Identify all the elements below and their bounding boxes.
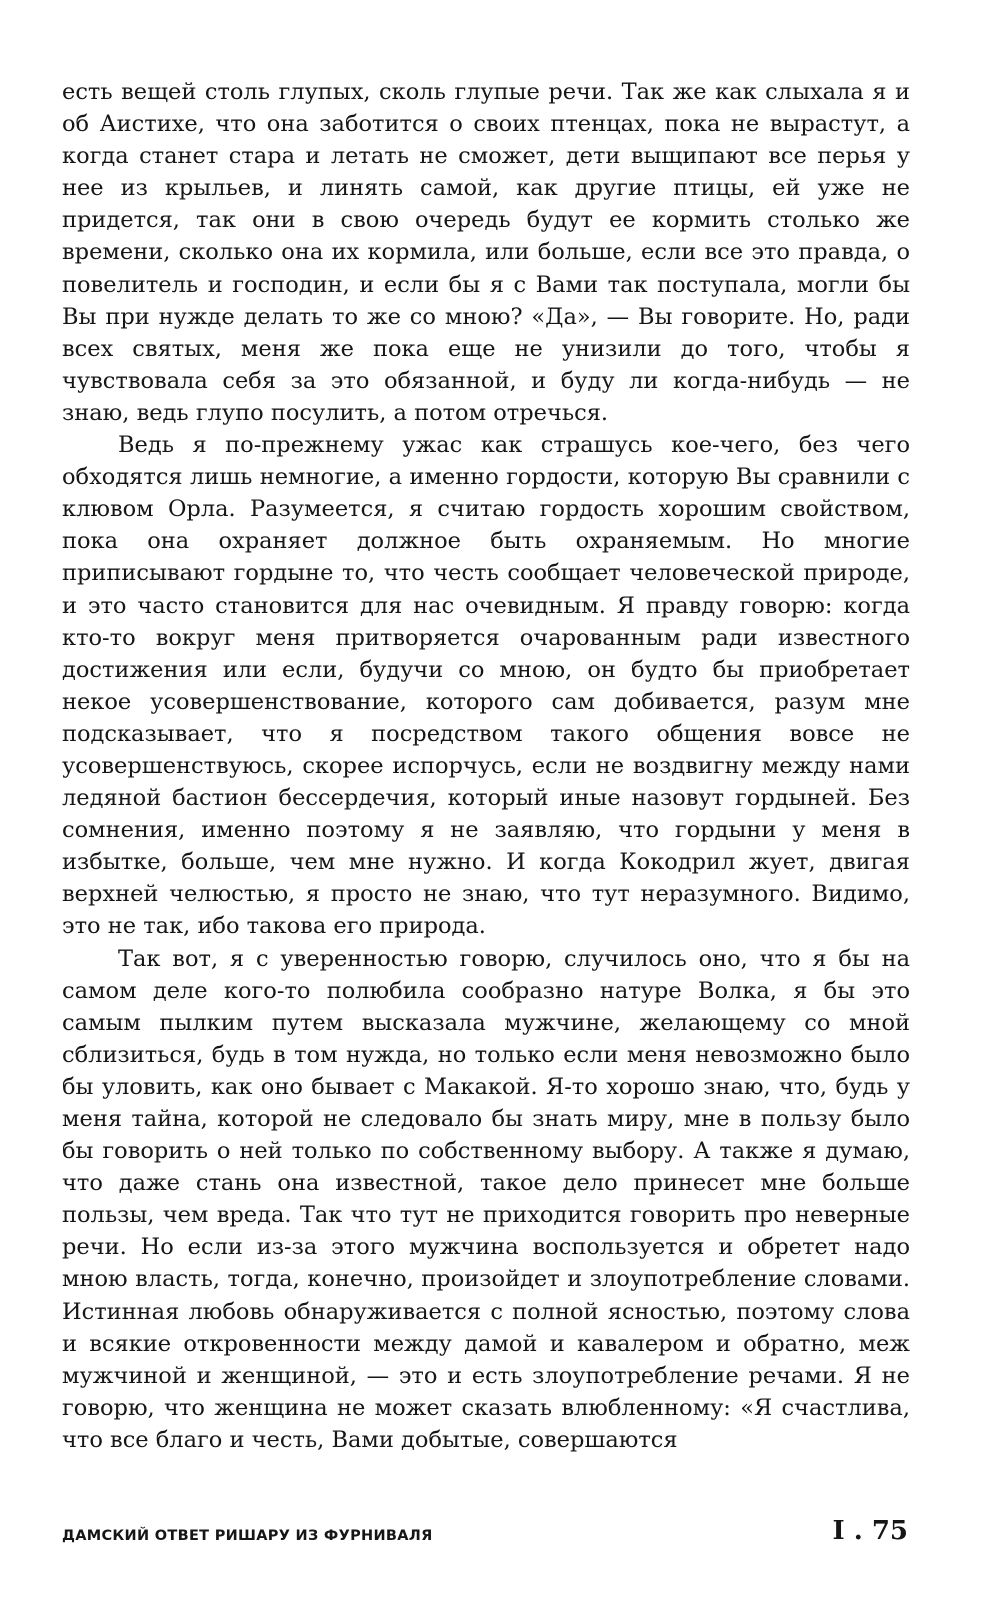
page-number: I . 75 [832, 1516, 908, 1546]
paragraph-2: Ведь я по-прежнему ужас как страшусь кое-чего, без чего обходятся лишь немногие, а именно гордости, которую Вы сравнили с клювом Орла. Разумеется, я считаю гордость хорошим свойством, пока она охраняет должное быть охраняемым. Но многие приписывают гордыне то, что честь сообщает человеческой природе, и это часто становится для нас очевидным. Я правду говорю: когда кто-то вокруг меня притворяется очарованным ради известного достижения или если, будучи со мною, он будто бы приобретает некое усовершенствование, которого сам добивается, разум мне подсказывает, что я посредством такого общения вовсе не усовершенствуюсь, скорее испорчусь, если не воздвигну между нами ледяной бастион бессердечия, который иные назовут гордыней. Без сомнения, именно поэтому я не заявляю, что гордыни у меня в избытке, больше, чем мне нужно. И когда Кокодрил жует, двигая верхней челюстью, я просто не знаю, что тут неразумного. Видимо, это не так, ибо такова его природа. [62, 432, 910, 940]
paragraph-3: Так вот, я с уверенностью говорю, случилось оно, что я бы на самом деле кого-то полюбила сообразно натуре Волка, я бы это самым пылким путем высказала мужчине, желающему со мной сблизиться, будь в том нужда, но только если меня невозможно было бы уловить, как оно бывает с Макакой. Я-то хорошо знаю, что, будь у меня тайна, которой не следовало бы знать миру, мне в пользу было бы говорить о ней только по собственному выбору. А также я думаю, что даже стань она известной, такое дело принесет мне больше пользы, чем вреда. Так что тут не приходится говорить про неверные речи. Но если из-за этого мужчина воспользуется и обретет надо мною власть, тогда, конечно, произойдет и злоупотребление словами. Истинная любовь обнаруживается с полной ясностью, поэтому слова и всякие откровенности между дамой и кавалером и обратно, меж мужчиной и женщиной, — это и есть злоупотребление речами. Я не говорю, что женщина не может сказать влюбленному: «Я счастлива, что все благо и честь, Вами добытые, совершаются [62, 945, 910, 1453]
body-text [62, 76, 910, 1456]
paragraph-1: есть вещей столь глупых, сколь глупые речи. Так же как слыхала я и об Аистихе, что она заботится о своих птенцах, пока не вырастут, а когда станет стара и летать не сможет, дети выщипают все перья у нее из крыльев, и линять самой, как другие птицы, ей уже не придется, так они в свою очередь будут ее кормить столько же времени, сколько она их кормила, или больше, если все это правда, о повелитель и господин, и если бы я с Вами так поступала, могли бы Вы при нужде делать то же со мною? «Да», — Вы говорите. Но, ради всех святых, меня же пока еще не унизили до того, чтобы я чувствовала себя за это обязанной, и буду ли когда-нибудь — не знаю, ведь глупо посулить, а потом отречься. [62, 79, 910, 426]
running-title: ДАМСКИЙ ОТВЕТ РИШАРУ ИЗ ФУРНИВАЛЯ [62, 1528, 433, 1544]
